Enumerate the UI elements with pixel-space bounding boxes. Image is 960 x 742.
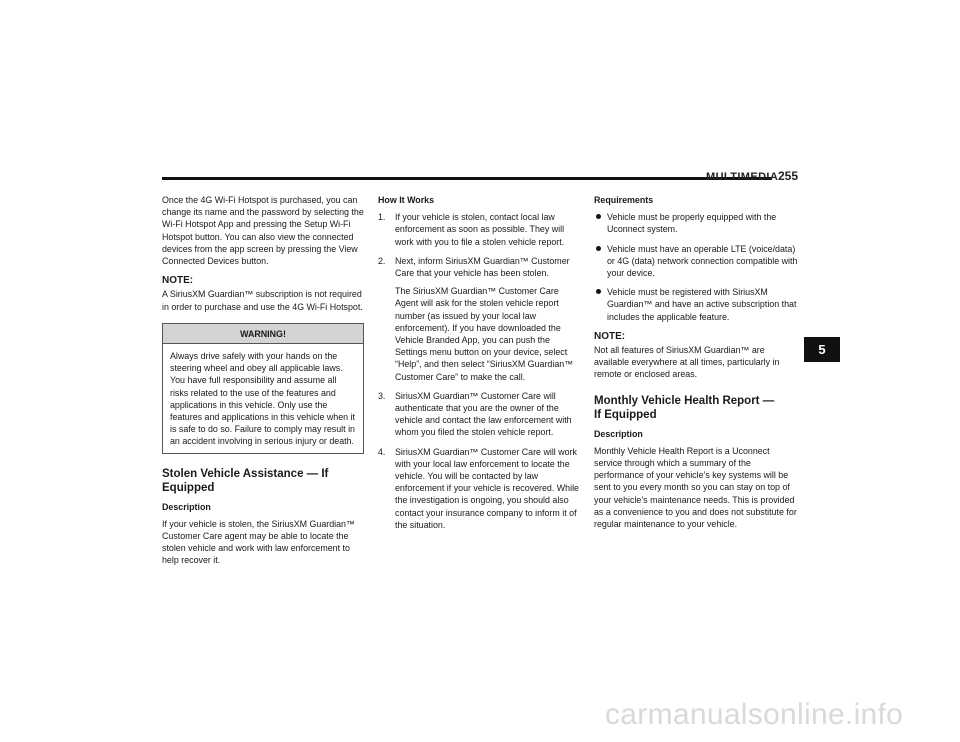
steps-list	[378, 211, 580, 531]
header-rule	[162, 177, 772, 180]
description-label: Description	[594, 428, 643, 439]
step-item	[378, 446, 580, 531]
bullet-icon	[596, 246, 601, 251]
requirements-label: Requirements	[594, 195, 654, 205]
step-number: 2.	[378, 255, 386, 266]
description-text: If your vehicle is stolen, the SiriusXM Guardian™ Customer Care agent may be able to locate the stolen vehicle and work with law enforcement to help recover it.	[162, 518, 355, 566]
section-title-health-report	[594, 394, 798, 422]
intro-paragraph: Once the 4G Wi-Fi Hotspot is purchased, you can change its name and the password by selecting the Wi-Fi Hotspot App and pressing the Setup Wi-Fi Hotspot button. You can also view the connected devices from the app screen by pressing the View Connected Devices button.	[162, 195, 364, 267]
step-item	[378, 211, 580, 248]
section-title-stolen-vehicle: Stolen Vehicle Assistance — If Equipped	[162, 467, 329, 494]
step-item	[378, 390, 580, 439]
bullet-icon	[596, 214, 601, 219]
step-item	[378, 255, 580, 383]
step-text: If your vehicle is stolen, contact local law enforcement as soon as possible. They will work with you to file a stolen vehicle report.	[395, 212, 565, 247]
watermark-text: carmanualsonline.info	[605, 698, 904, 731]
note-text: Not all features of SiriusXM Guardian™ are available everywhere at all times, particularly in remote or enclosed areas.	[594, 345, 780, 380]
warning-title: WARNING!	[163, 324, 363, 344]
section-title-line-2: If Equipped	[594, 408, 657, 421]
section-title-line-1: Monthly Vehicle Health Report —	[594, 394, 775, 407]
step-number: 1.	[378, 212, 386, 223]
chapter-tab: 5	[804, 337, 840, 362]
note-text: A SiriusXM Guardian™ subscription is not required in order to purchase and use the 4G Wi-Fi Hotspot.	[162, 289, 363, 312]
step-extra-text: The SiriusXM Guardian™ Customer Care Agent will ask for the stolen vehicle report number (as issued by your local law enforcement). If you have downloaded the Vehicle Branded App, you can push the Settings menu button on your device, select “Help”, and then select “SiriusXM Guardian™ Customer Care” to make the call.	[395, 286, 574, 382]
column-2	[378, 194, 580, 538]
header-section-title: MULTIMEDIA	[706, 171, 779, 183]
step-text: Next, inform SiriusXM Guardian™ Customer Care that your vehicle has been stolen.	[395, 255, 570, 279]
requirement-item	[594, 211, 798, 235]
requirement-text: Vehicle must have an operable LTE (voice/data) or 4G (data) network connection compatible with your device.	[607, 243, 798, 279]
step-text: SiriusXM Guardian™ Customer Care will authenticate that you are the owner of the vehicle and contact the law enforcement with whom you filed the stolen vehicle report.	[395, 390, 572, 438]
requirements-list	[594, 211, 798, 323]
description-label: Description	[162, 501, 211, 512]
note-label: NOTE:	[594, 330, 626, 342]
column-3	[594, 194, 798, 537]
requirement-text: Vehicle must be properly equipped with the Uconnect system.	[607, 212, 777, 235]
step-number: 3.	[378, 390, 386, 401]
requirement-text: Vehicle must be registered with SiriusXM Guardian™ and have an active subscription that includes the applicable feature.	[607, 287, 797, 322]
warning-text: Always drive safely with your hands on the steering wheel and obey all applicable laws. You have full responsibility and assume all risks related to the use of the features and applications in this vehicle. Only use the features and applications in this vehicle when it is safe to do so. Failure to comply may result in an accident involving in serious injury or death.	[170, 351, 356, 447]
requirement-item	[594, 243, 798, 280]
requirement-item	[594, 286, 798, 323]
bullet-icon	[596, 289, 601, 294]
note-label: NOTE:	[162, 275, 194, 287]
description-text: Monthly Vehicle Health Report is a Uconnect service through which a summary of the performance of your vehicle’s key systems will be sent to you every month so you can stay on top of your vehicle’s maintenance needs. This is provided as a convenience to you and does not substitute for regular maintenance to your vehicle.	[594, 445, 797, 530]
column-1	[162, 194, 364, 574]
step-text: SiriusXM Guardian™ Customer Care will work with your local law enforcement to locate the vehicle. You will be contacted by law enforcement if your vehicle is recovered. While the investigation is ongoing, you should also contact your insurance company to inform it of the situation.	[395, 446, 579, 530]
step-number: 4.	[378, 446, 386, 457]
page-number: 255	[778, 169, 799, 183]
how-it-works-label: How It Works	[378, 195, 435, 205]
warning-box	[162, 323, 364, 454]
